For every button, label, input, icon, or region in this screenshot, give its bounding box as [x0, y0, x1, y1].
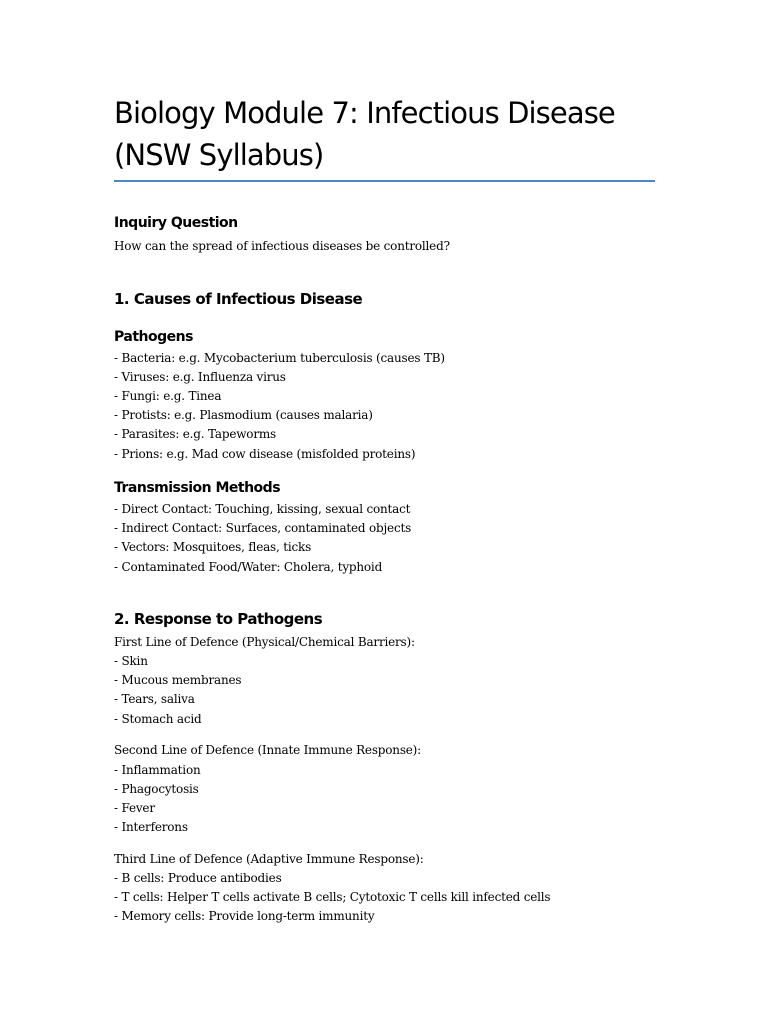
first-line-item: - Tears, saliva — [114, 692, 195, 706]
document-title-line-2: (NSW Syllabus) — [114, 138, 324, 172]
first-line-item: - Skin — [114, 654, 148, 668]
inquiry-heading: Inquiry Question — [114, 215, 238, 231]
second-line-item: - Fever — [114, 801, 155, 815]
transmission-item: - Vectors: Mosquitoes, fleas, ticks — [114, 540, 312, 554]
pathogen-item: - Fungi: e.g. Tinea — [114, 389, 222, 403]
document-title — [114, 92, 655, 176]
third-line-label: Third Line of Defence (Adaptive Immune Response): — [114, 852, 424, 866]
section-1-heading: 1. Causes of Infectious Disease — [114, 290, 363, 308]
third-line-item: - Memory cells: Provide long-term immunity — [114, 909, 375, 923]
second-line-label: Second Line of Defence (Innate Immune Response): — [114, 743, 422, 757]
third-line-item: - B cells: Produce antibodies — [114, 871, 282, 885]
inquiry-text: How can the spread of infectious diseases be controlled? — [114, 239, 450, 253]
pathogen-item: - Prions: e.g. Mad cow disease (misfolded proteins) — [114, 447, 416, 461]
first-line-item: - Stomach acid — [114, 712, 202, 726]
title-underline — [114, 180, 655, 182]
second-line-item: - Phagocytosis — [114, 782, 199, 796]
transmission-item: - Contaminated Food/Water: Cholera, typhoid — [114, 560, 383, 574]
third-line-item: - T cells: Helper T cells activate B cells; Cytotoxic T cells kill infected cells — [114, 890, 551, 904]
second-line-item: - Interferons — [114, 820, 188, 834]
pathogen-item: - Protists: e.g. Plasmodium (causes malaria) — [114, 408, 373, 422]
pathogens-heading: Pathogens — [114, 329, 193, 345]
transmission-item: - Indirect Contact: Surfaces, contaminated objects — [114, 521, 412, 535]
pathogen-item: - Viruses: e.g. Influenza virus — [114, 370, 286, 384]
first-line-item: - Mucous membranes — [114, 673, 242, 687]
first-line-label: First Line of Defence (Physical/Chemical Barriers): — [114, 635, 415, 649]
section-2-heading: 2. Response to Pathogens — [114, 610, 323, 628]
second-line-item: - Inflammation — [114, 763, 201, 777]
transmission-heading: Transmission Methods — [114, 480, 281, 496]
transmission-item: - Direct Contact: Touching, kissing, sexual contact — [114, 502, 411, 516]
document-title-line-1: Biology Module 7: Infectious Disease — [114, 96, 615, 130]
pathogen-item: - Parasites: e.g. Tapeworms — [114, 427, 276, 441]
pathogen-item: - Bacteria: e.g. Mycobacterium tuberculosis (causes TB) — [114, 351, 445, 365]
